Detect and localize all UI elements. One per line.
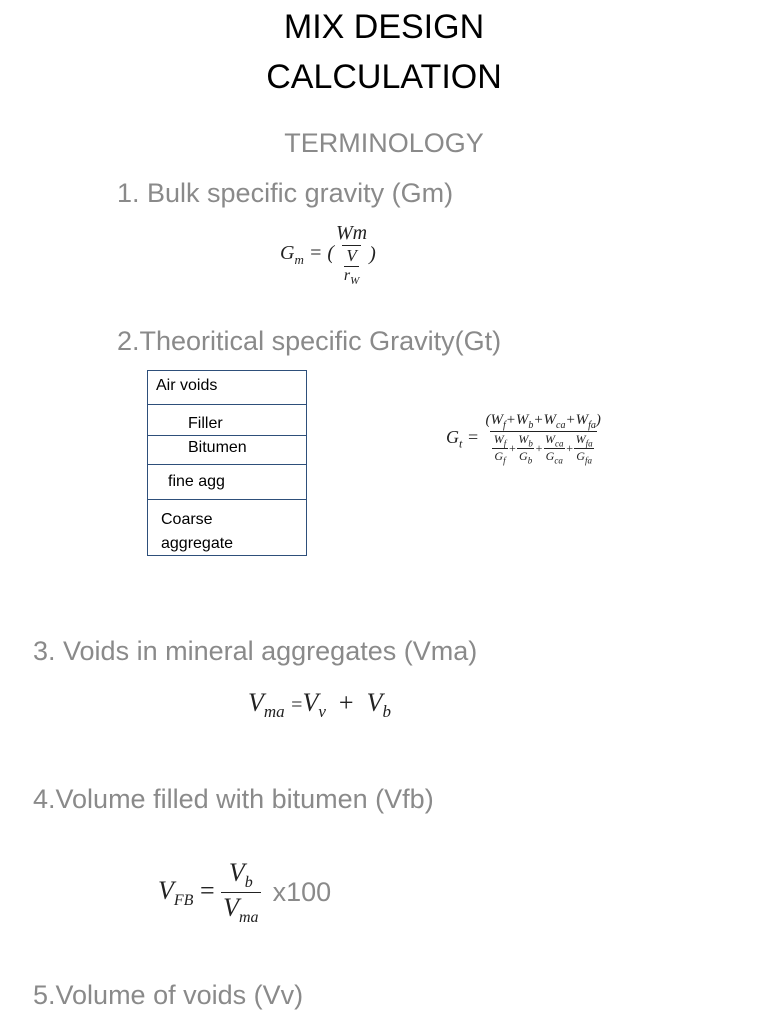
mix-composition-diagram — [147, 370, 307, 556]
subtitle-terminology: TERMINOLOGY — [284, 128, 484, 158]
formula-gm: $G_m$ = ( Wm V $r_W$ ) — [280, 222, 376, 288]
section-5-heading: 5.Volume of voids (Vv) — [33, 980, 304, 1010]
divider — [148, 404, 306, 405]
legend-coarse-2: aggregate — [161, 535, 234, 552]
title-line-2: CALCULATION — [266, 58, 502, 96]
page-title — [0, 2, 768, 102]
divider — [148, 435, 306, 436]
formula-vfb-multiplier: x100 — [272, 877, 332, 908]
divider — [148, 464, 306, 465]
formula-vfb: $V_{FB}$ = $\frac{V_b}{V_{ma}}$ x100 — [158, 858, 332, 927]
legend-coarse-1: Coarse — [161, 511, 213, 528]
formula-vma: $V_{ma} =V_v + V_b$ — [248, 688, 391, 722]
section-4-heading: 4.Volume filled with bitumen (Vfb) — [33, 784, 434, 814]
legend-air-voids: Air voids — [156, 377, 218, 394]
divider — [148, 499, 306, 500]
section-2-heading: 2.Theoritical specific Gravity(Gt) — [117, 326, 502, 356]
title-line-1: MIX DESIGN — [283, 8, 485, 46]
formula-gt: $G_t$ = $(W_f+W_b+W_{ca}+W_{fa})$ $\frac{W_f}{G_f}$ + $\frac{W_b}{G_b}$ + $\frac{W_{ca}}{G_{ca}}$ + $\frac{W_{fa}}{G_{fa}}$ — [446, 412, 601, 466]
legend-fine-agg: fine agg — [168, 473, 225, 490]
section-1-heading: 1. Bulk specific gravity (Gm) — [117, 178, 454, 208]
legend-bitumen: Bitumen — [188, 439, 247, 456]
section-3-heading: 3. Voids in mineral aggregates (Vma) — [33, 636, 478, 666]
legend-filler: Filler — [188, 415, 223, 432]
